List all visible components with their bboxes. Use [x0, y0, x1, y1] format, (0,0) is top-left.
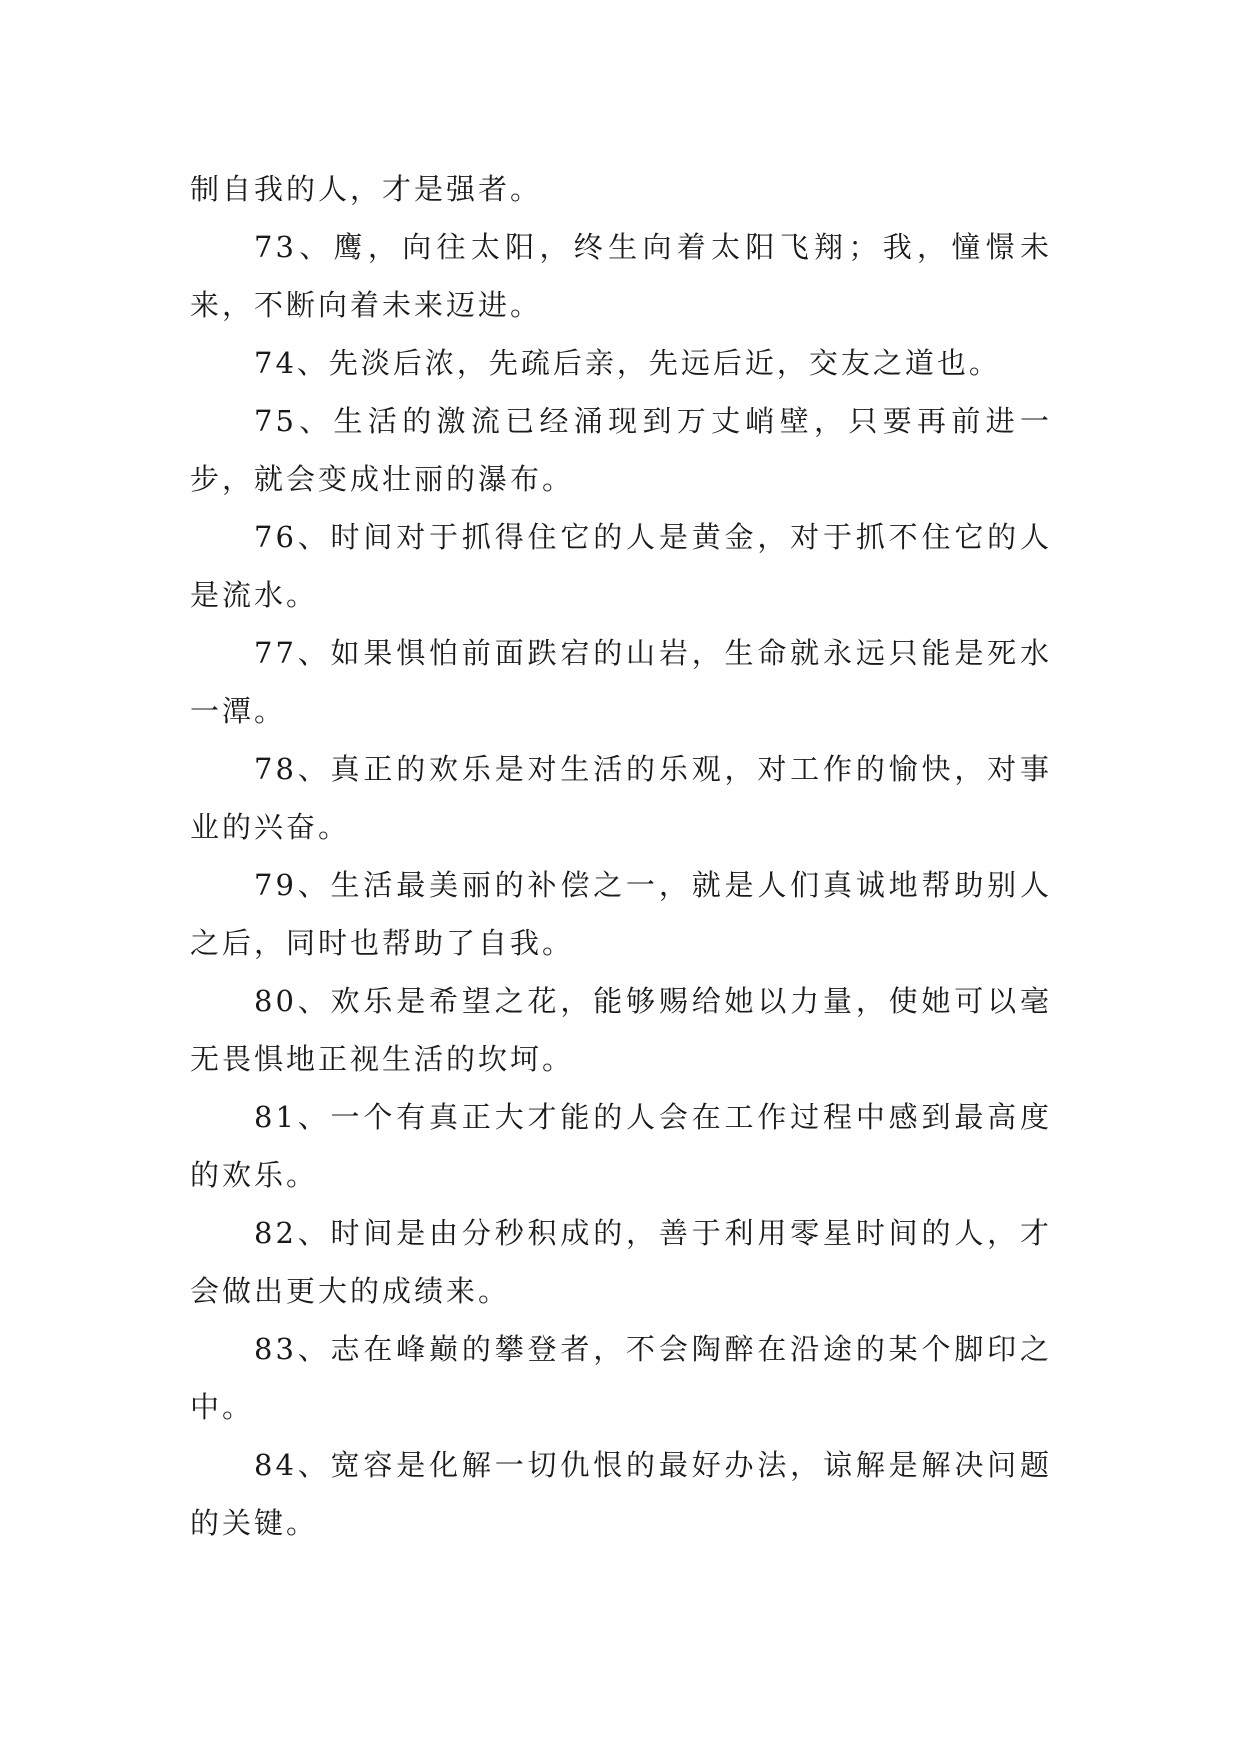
quote-79: 79、生活最美丽的补偿之一，就是人们真诚地帮助别人之后，同时也帮助了自我。	[190, 868, 1052, 960]
quote-77: 77、如果惧怕前面跌宕的山岩，生命就永远只能是死水一潭。	[190, 636, 1052, 728]
quote-83: 83、志在峰巅的攀登者，不会陶醉在沿途的某个脚印之中。	[190, 1332, 1052, 1424]
quote-78: 78、真正的欢乐是对生活的乐观，对工作的愉快，对事业的兴奋。	[190, 752, 1052, 844]
quote-74: 74、先淡后浓，先疏后亲，先远后近，交友之道也。	[254, 346, 1001, 380]
quote-82: 82、时间是由分秒积成的，善于利用零星时间的人，才会做出更大的成绩来。	[190, 1216, 1052, 1308]
quote-80: 80、欢乐是希望之花，能够赐给她以力量，使她可以毫无畏惧地正视生活的坎坷。	[190, 984, 1052, 1076]
quote-73: 73、鹰，向往太阳，终生向着太阳飞翔；我，憧憬未来，不断向着未来迈进。	[190, 230, 1052, 322]
quote-76: 76、时间对于抓得住它的人是黄金，对于抓不住它的人是流水。	[190, 520, 1052, 612]
quote-84: 84、宽容是化解一切仇恨的最好办法，谅解是解决问题的关键。	[190, 1448, 1052, 1540]
document-body	[190, 160, 1052, 1552]
paragraph-continuation: 制自我的人，才是强者。	[190, 172, 543, 206]
quote-75: 75、生活的激流已经涌现到万丈峭壁，只要再前进一步，就会变成壮丽的瀑布。	[190, 404, 1052, 496]
quote-81: 81、一个有真正大才能的人会在工作过程中感到最高度的欢乐。	[190, 1100, 1052, 1192]
